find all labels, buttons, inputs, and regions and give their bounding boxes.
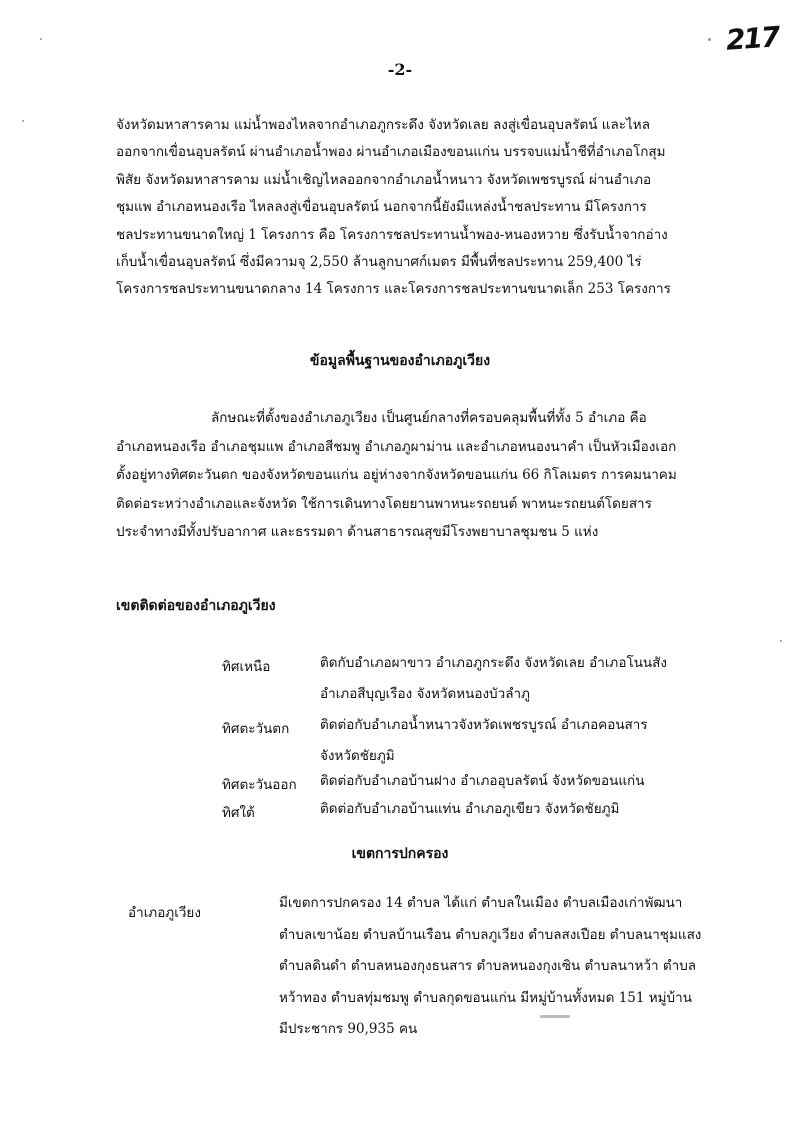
profile-line: ประจำทางมีทั้งปรับอากาศ และธรรมดา ด้านสาธารณสุขมีโรงพยาบาลชุมชน 5 แห่ง (116, 524, 599, 541)
border-line: ติดต่อกับอำเภอบ้านฝาง อำเภออุบลรัตน์ จังหวัดขอนแก่น (320, 773, 645, 789)
scan-speck (708, 38, 711, 41)
border-label: ทิศใต้ (222, 805, 255, 821)
admin-line: ตำบลเขาน้อย ตำบลบ้านเรือน ตำบลภูเวียง ตำบลสงเปือย ตำบลนาชุมแสง (279, 926, 702, 943)
border-label: ทิศตะวันออก (222, 777, 297, 793)
intro-line: พิสัย จังหวัดมหาสารคาม แม่น้ำเชิญไหลออกจากอำเภอน้ำหนาว จังหวัดเพชรบูรณ์ ผ่านอำเภอ (116, 171, 652, 188)
border-text (320, 648, 667, 710)
section-heading-basic-info: ข้อมูลพื้นฐานของอำเภอภูเวียง (309, 353, 491, 369)
border-text (320, 710, 648, 772)
intro-line: เก็บน้ำเขื่อนอุบลรัตน์ ซึ่งมีความจุ 2,550 ล้านลูกบาศก์เมตร มีพื้นที่ชลประทาน 259,400 ไร่ (116, 254, 642, 271)
district-label: อำเภอภูเวียง (128, 905, 201, 921)
scan-speck (22, 120, 24, 122)
borders-heading: เขตติดต่อของอำเภอภูเวียง (116, 598, 276, 614)
admin-line: มีเขตการปกครอง 14 ตำบล ได้แก่ ตำบลในเมือง ตำบลเมืองเก่าพัฒนา (279, 895, 683, 911)
border-line: จังหวัดชัยภูมิ (320, 748, 395, 764)
administration-paragraph (279, 888, 719, 1046)
scan-speck (40, 38, 42, 40)
admin-line: มีประชากร 90,935 คน (279, 1021, 418, 1037)
section-heading-administration: เขตการปกครอง (351, 846, 449, 862)
intro-line: โครงการชลประทานขนาดกลาง 14 โครงการ และโครงการชลประทานขนาดเล็ก 253 โครงการ (116, 281, 671, 298)
profile-line: ลักษณะที่ตั้งของอำเภอภูเวียง เป็นศูนย์กลางที่ครอบคลุมพื้นที่ทั้ง 5 อำเภอ คือ (211, 410, 647, 426)
border-line: อำเภอสีบุญเรือง จังหวัดหนองบัวลำภู (320, 686, 530, 702)
border-line: ติดต่อกับอำเภอบ้านแท่น อำเภอภูเขียว จังหวัดชัยภูมิ (320, 801, 620, 817)
scan-speck (780, 640, 782, 642)
intro-paragraph (116, 112, 690, 304)
border-line: ติดต่อกับอำเภอน้ำหนาวจังหวัดเพชรบูรณ์ อำเภอคอนสาร (320, 717, 648, 733)
intro-line: ชุมแพ อำเภอหนองเรือ ไหลลงสู่เขื่อนอุบลรัตน์ นอกจากนี้ยังมีแหล่งน้ำชลประทาน มีโครงการ (116, 199, 647, 216)
admin-line: ตำบลดินดำ ตำบลหนองกุงธนสาร ตำบลหนองกุงเซิน ตำบลนาหว้า ตำบล (279, 958, 697, 974)
border-label: ทิศตะวันตก (222, 721, 290, 737)
intro-line: ชลประทานขนาดใหญ่ 1 โครงการ คือ โครงการชลประทานน้ำพอง-หนองหวาย ซึ่งรับน้ำจากอ่าง (116, 226, 668, 243)
profile-line: ตั้งอยู่ทางทิศตะวันตก ของจังหวัดขอนแก่น อยู่ห่างจากจังหวัดขอนแก่น 66 กิโลเมตร การคมนาคม (116, 467, 677, 484)
border-text (320, 794, 619, 825)
page-number: -2- (387, 60, 413, 79)
intro-line: ออกจากเขื่อนอุบลรัตน์ ผ่านอำเภอน้ำพอง ผ่านอำเภอเมืองขอนแก่น บรรจบแม่น้ำชีที่อำเภอโกสุม (116, 144, 666, 161)
scan-smudge (540, 1015, 570, 1018)
profile-line: ติดต่อระหว่างอำเภอและจังหวัด ใช้การเดินทางโดยยานพาหนะรถยนต์ พาหนะรถยนต์โดยสาร (116, 495, 652, 512)
border-label: ทิศเหนือ (222, 659, 271, 675)
intro-line: จังหวัดมหาสารคาม แม่น้ำพองไหลจากอำเภอภูกระดึง จังหวัดเลย ลงสู่เขื่อนอุบลรัตน์ และไหล (116, 117, 650, 133)
profile-line: อำเภอหนองเรือ อำเภอชุมแพ อำเภอสีชมพู อำเภอภูผาม่าน และอำเภอหนองนาคำ เป็นหัวเมืองเอก (116, 438, 677, 455)
border-text (320, 766, 644, 797)
border-line: ติดกับอำเภอผาขาว อำเภอภูกระดึง จังหวัดเลย อำเภอโนนสัง (320, 655, 667, 671)
handwritten-page-mark: 217 (724, 20, 780, 57)
admin-line: หว้าทอง ตำบลทุ่มชมพู ตำบลกุดขอนแก่น มีหมู่บ้านทั้งหมด 151 หมู่บ้าน (279, 989, 692, 1006)
district-profile-paragraph (116, 404, 690, 547)
